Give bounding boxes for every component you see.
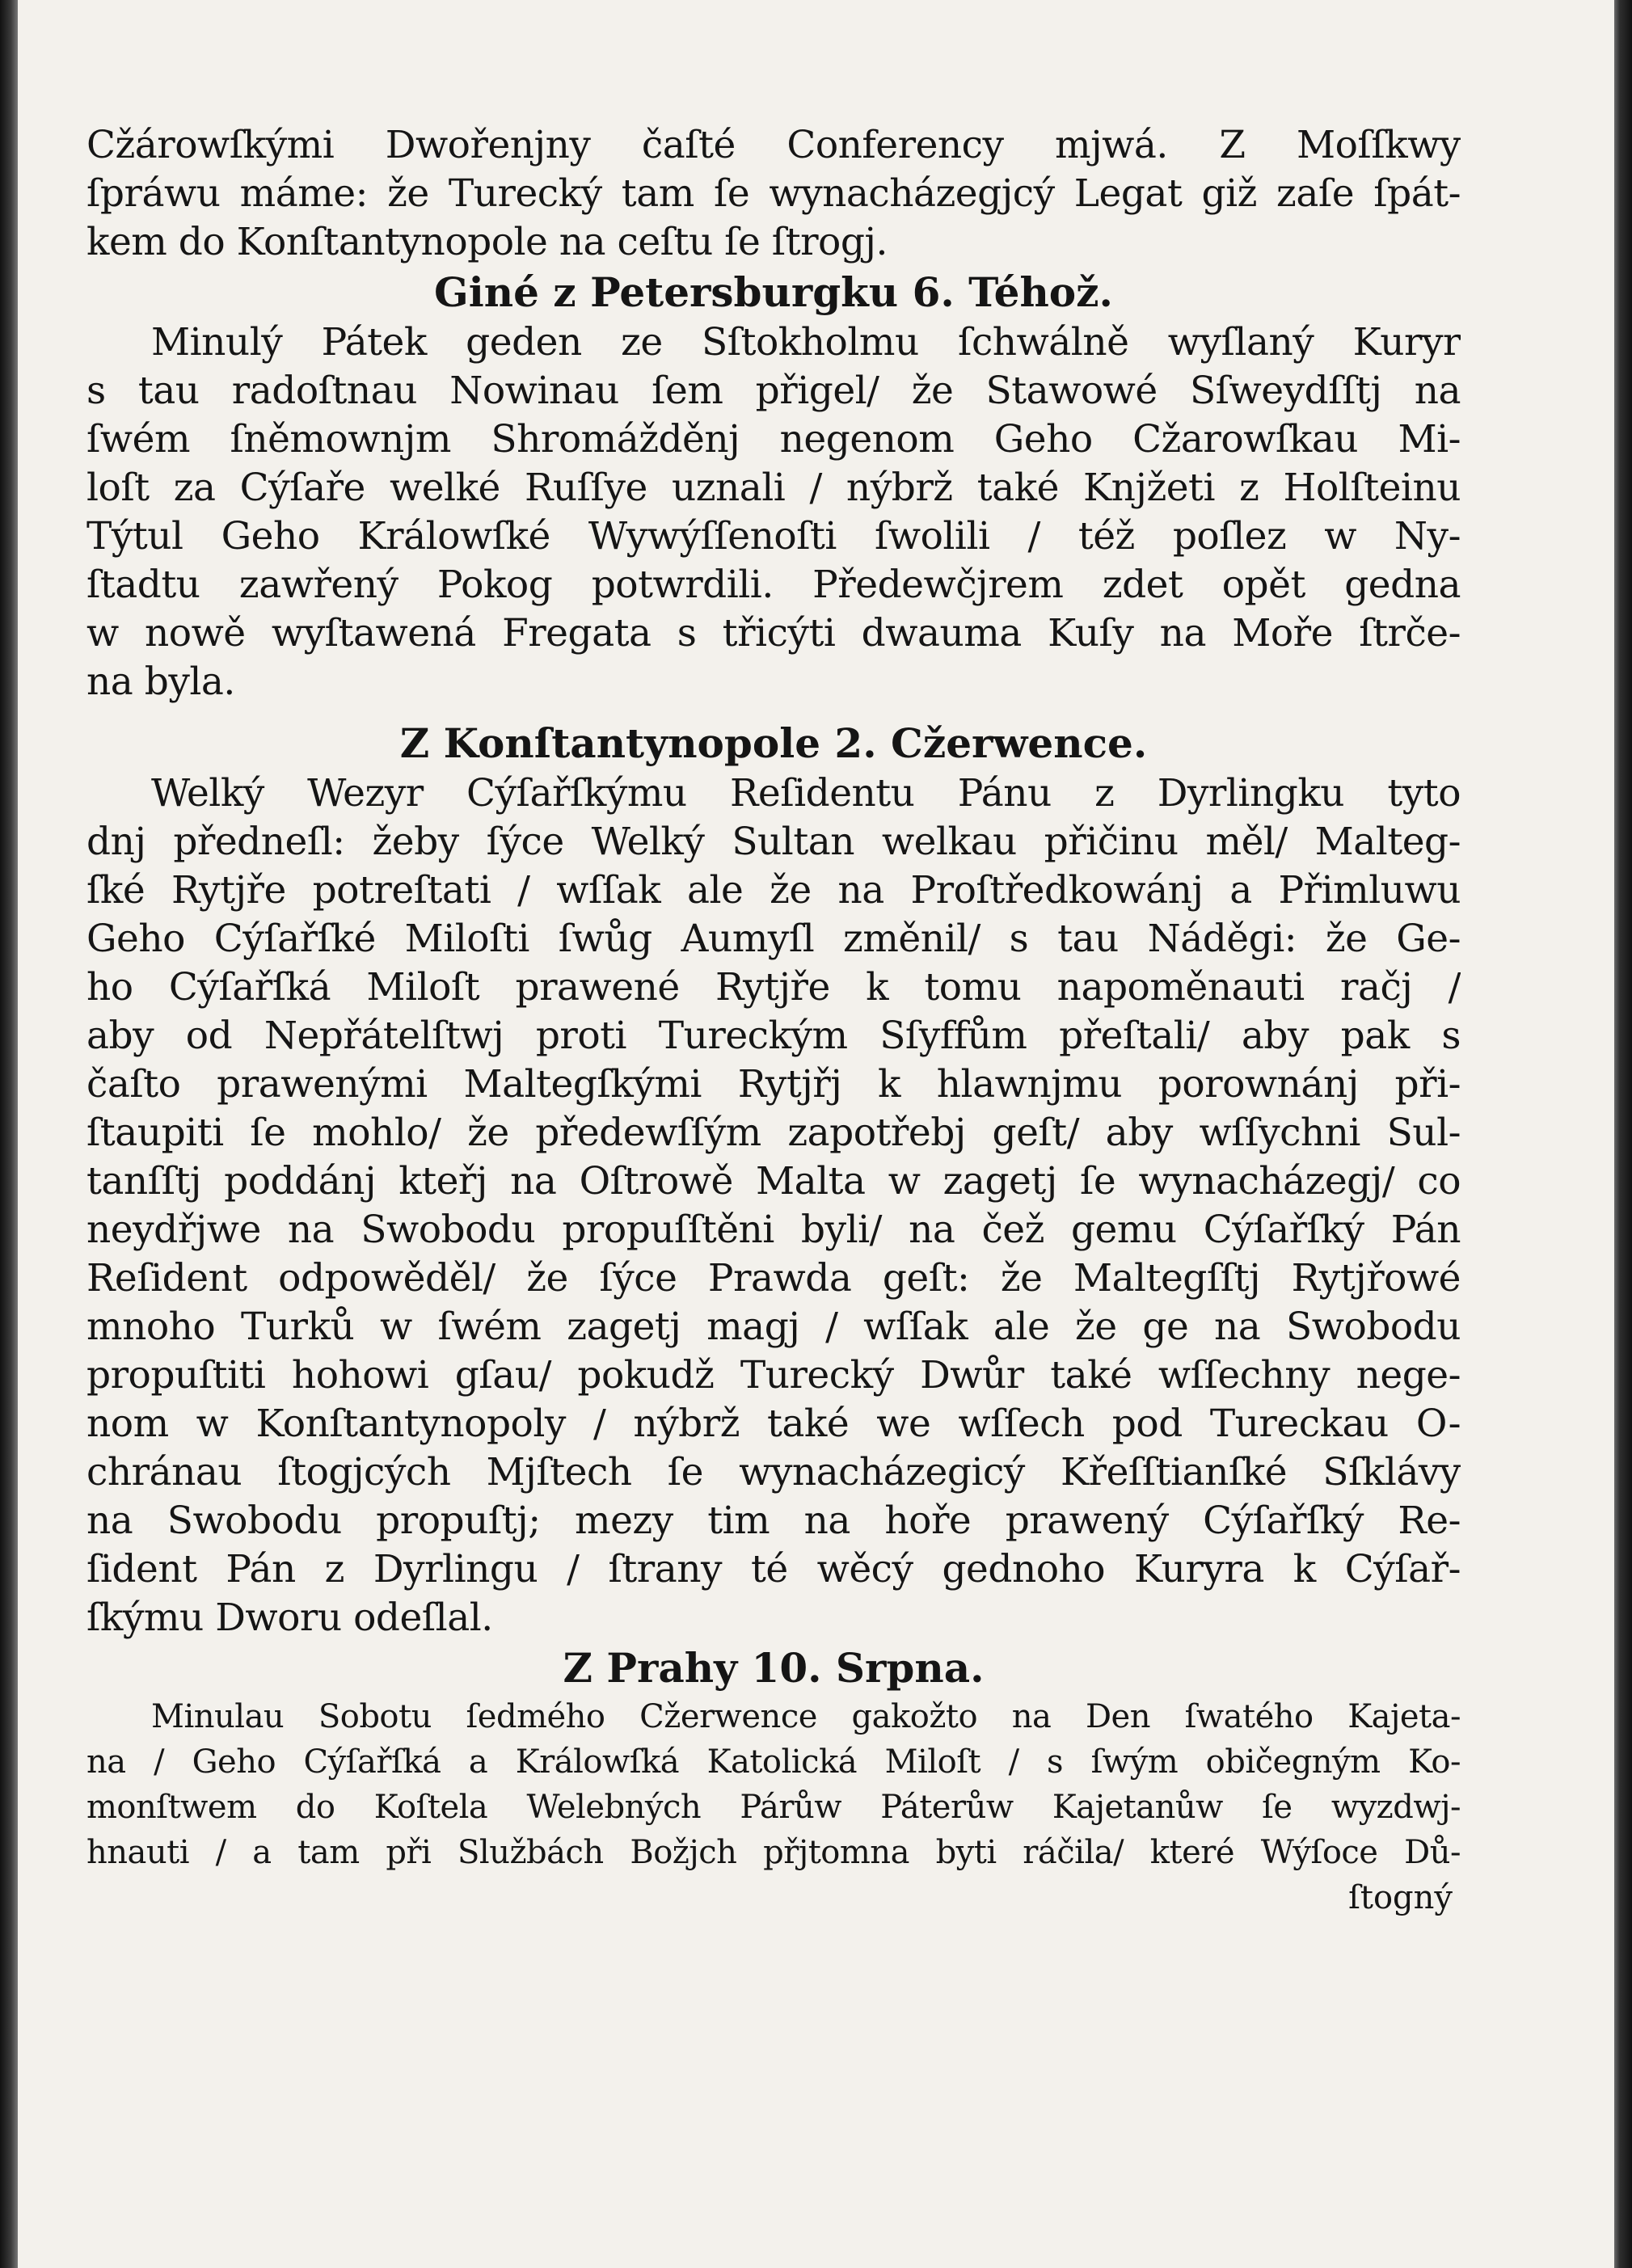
text-line: s tau radoſtnau Nowinau ſem přigel/ že Stawowé Sſweydſſtj na bbox=[86, 369, 1461, 413]
text-line: Cžárowſkými Dwořenjny čaſté Conferency mjwá. Z Moſſkwy bbox=[86, 123, 1461, 167]
text-line: ſpráwu máme: že Turecký tam ſe wynacházegjcý Legat giž zaſe ſpát- bbox=[86, 171, 1461, 216]
newspaper-page bbox=[18, 0, 1614, 2268]
text-line: nom w Konſtantynopoly / nýbrž také we wſſech pod Tureckau O- bbox=[86, 1402, 1461, 1446]
page-text bbox=[86, 121, 1461, 1920]
section-heading-prague: Z Prahy 10. Srpna. bbox=[563, 1644, 985, 1692]
text-line: ſwém ſněmownjm Shromážděnj negenom Geho Cžarowſkau Mi- bbox=[86, 417, 1461, 462]
text-line: Reſident odpowěděl/ že ſýce Prawda geſt: že Maltegſſtj Rytjřowé bbox=[86, 1256, 1461, 1301]
binding-shadow-left bbox=[0, 0, 18, 2268]
text-line: ho Cýſařſká Miloſt prawené Rytjře k tomu napoměnauti račj / bbox=[86, 965, 1461, 1010]
text-line: hnauti / a tam při Službách Božjch přjtomna byti ráčila/ které Wýſoce Dů- bbox=[86, 1834, 1461, 1871]
text-line: ſtaupiti ſe mohlo/ že předewſſým zapotřebj geſt/ aby wſſychni Sul- bbox=[86, 1111, 1461, 1155]
section-heading-petersburg: Giné z Petersburgku 6. Téhož. bbox=[434, 268, 1113, 316]
text-line: na byla. bbox=[86, 660, 235, 704]
text-line: Minulau Sobotu ſedmého Cžerwence gakožto na Den ſwatého Kajeta- bbox=[151, 1698, 1461, 1735]
text-line: tanſſtj poddánj kteřj na Oſtrowě Malta w zagetj ſe wynacházegj/ co bbox=[86, 1159, 1461, 1204]
text-line: mnoho Turků w ſwém zagetj magj / wſſak ale že ge na Swobodu bbox=[86, 1305, 1461, 1349]
catchword: ſtogný bbox=[1348, 1879, 1453, 1916]
text-line: neydřjwe na Swobodu propuſſtěni byli/ na čež gemu Cýſařſký Pán bbox=[86, 1208, 1461, 1252]
text-line: monſtwem do Koſtela Welebných Párůw Páterůw Kajetanůw ſe wyzdwj- bbox=[86, 1789, 1461, 1826]
text-line: ſtadtu zawřený Pokog potwrdili. Předewčjrem zdet opět gedna bbox=[86, 563, 1461, 607]
text-line: chránau ſtogjcých Mjſtech ſe wynacházegicý Křeſſtianſké Sſklávy bbox=[86, 1450, 1461, 1494]
text-line: loſt za Cýſaře welké Ruſſye uznali / nýbrž také Knjžeti z Holſteinu bbox=[86, 466, 1461, 510]
text-line: na / Geho Cýſařſká a Králowſká Katolická Miloſt / s ſwým običegným Ko- bbox=[86, 1743, 1461, 1781]
text-line: na Swobodu propuſtj; mezy tim na hoře prawený Cýſařſký Re- bbox=[86, 1499, 1461, 1543]
text-line: Minulý Pátek geden ze Sſtokholmu ſchwálně wyſlaný Kuryr bbox=[151, 320, 1461, 365]
text-line: dnj předneſl: žeby ſýce Welký Sultan welkau přičinu měl/ Malteg- bbox=[86, 820, 1461, 864]
text-line: Geho Cýſařſké Miloſti ſwůg Aumyſl změnil/ s tau Náděgi: že Ge- bbox=[86, 917, 1461, 961]
text-line: w nowě wyſtawená Fregata s třicýti dwauma Kuſy na Moře ſtrče- bbox=[86, 611, 1461, 656]
section-heading-constantinople: Z Konſtantynopole 2. Cžerwence. bbox=[399, 719, 1148, 767]
text-line: Týtul Geho Králowſké Wywýſſenoſti ſwolili / též poſlez w Ny- bbox=[86, 514, 1461, 559]
text-line: Welký Wezyr Cýſařſkýmu Reſidentu Pánu z Dyrlingku tyto bbox=[151, 771, 1461, 816]
text-line: ſkýmu Dworu odeſlal. bbox=[86, 1596, 493, 1640]
text-line: aby od Nepřátelſtwj proti Tureckým Sſyffům přeſtali/ aby pak s bbox=[86, 1014, 1461, 1058]
text-line: kem do Konſtantynopole na ceſtu ſe ſtrogj. bbox=[86, 220, 888, 264]
text-line: čaſto prawenými Maltegſkými Rytjřj k hlawnjmu porownánj při- bbox=[86, 1062, 1461, 1107]
text-line: ſké Rytjře potreſtati / wſſak ale že na Proſtředkowánj a Přimluwu bbox=[86, 868, 1461, 913]
binding-shadow-right bbox=[1614, 0, 1632, 2268]
text-line: propuſtiti hohowi gſau/ pokudž Turecký Dwůr také wſſechny nege- bbox=[86, 1353, 1461, 1397]
text-line: ſident Pán z Dyrlingu / ſtrany té wěcý gednoho Kuryra k Cýſař- bbox=[86, 1547, 1461, 1591]
